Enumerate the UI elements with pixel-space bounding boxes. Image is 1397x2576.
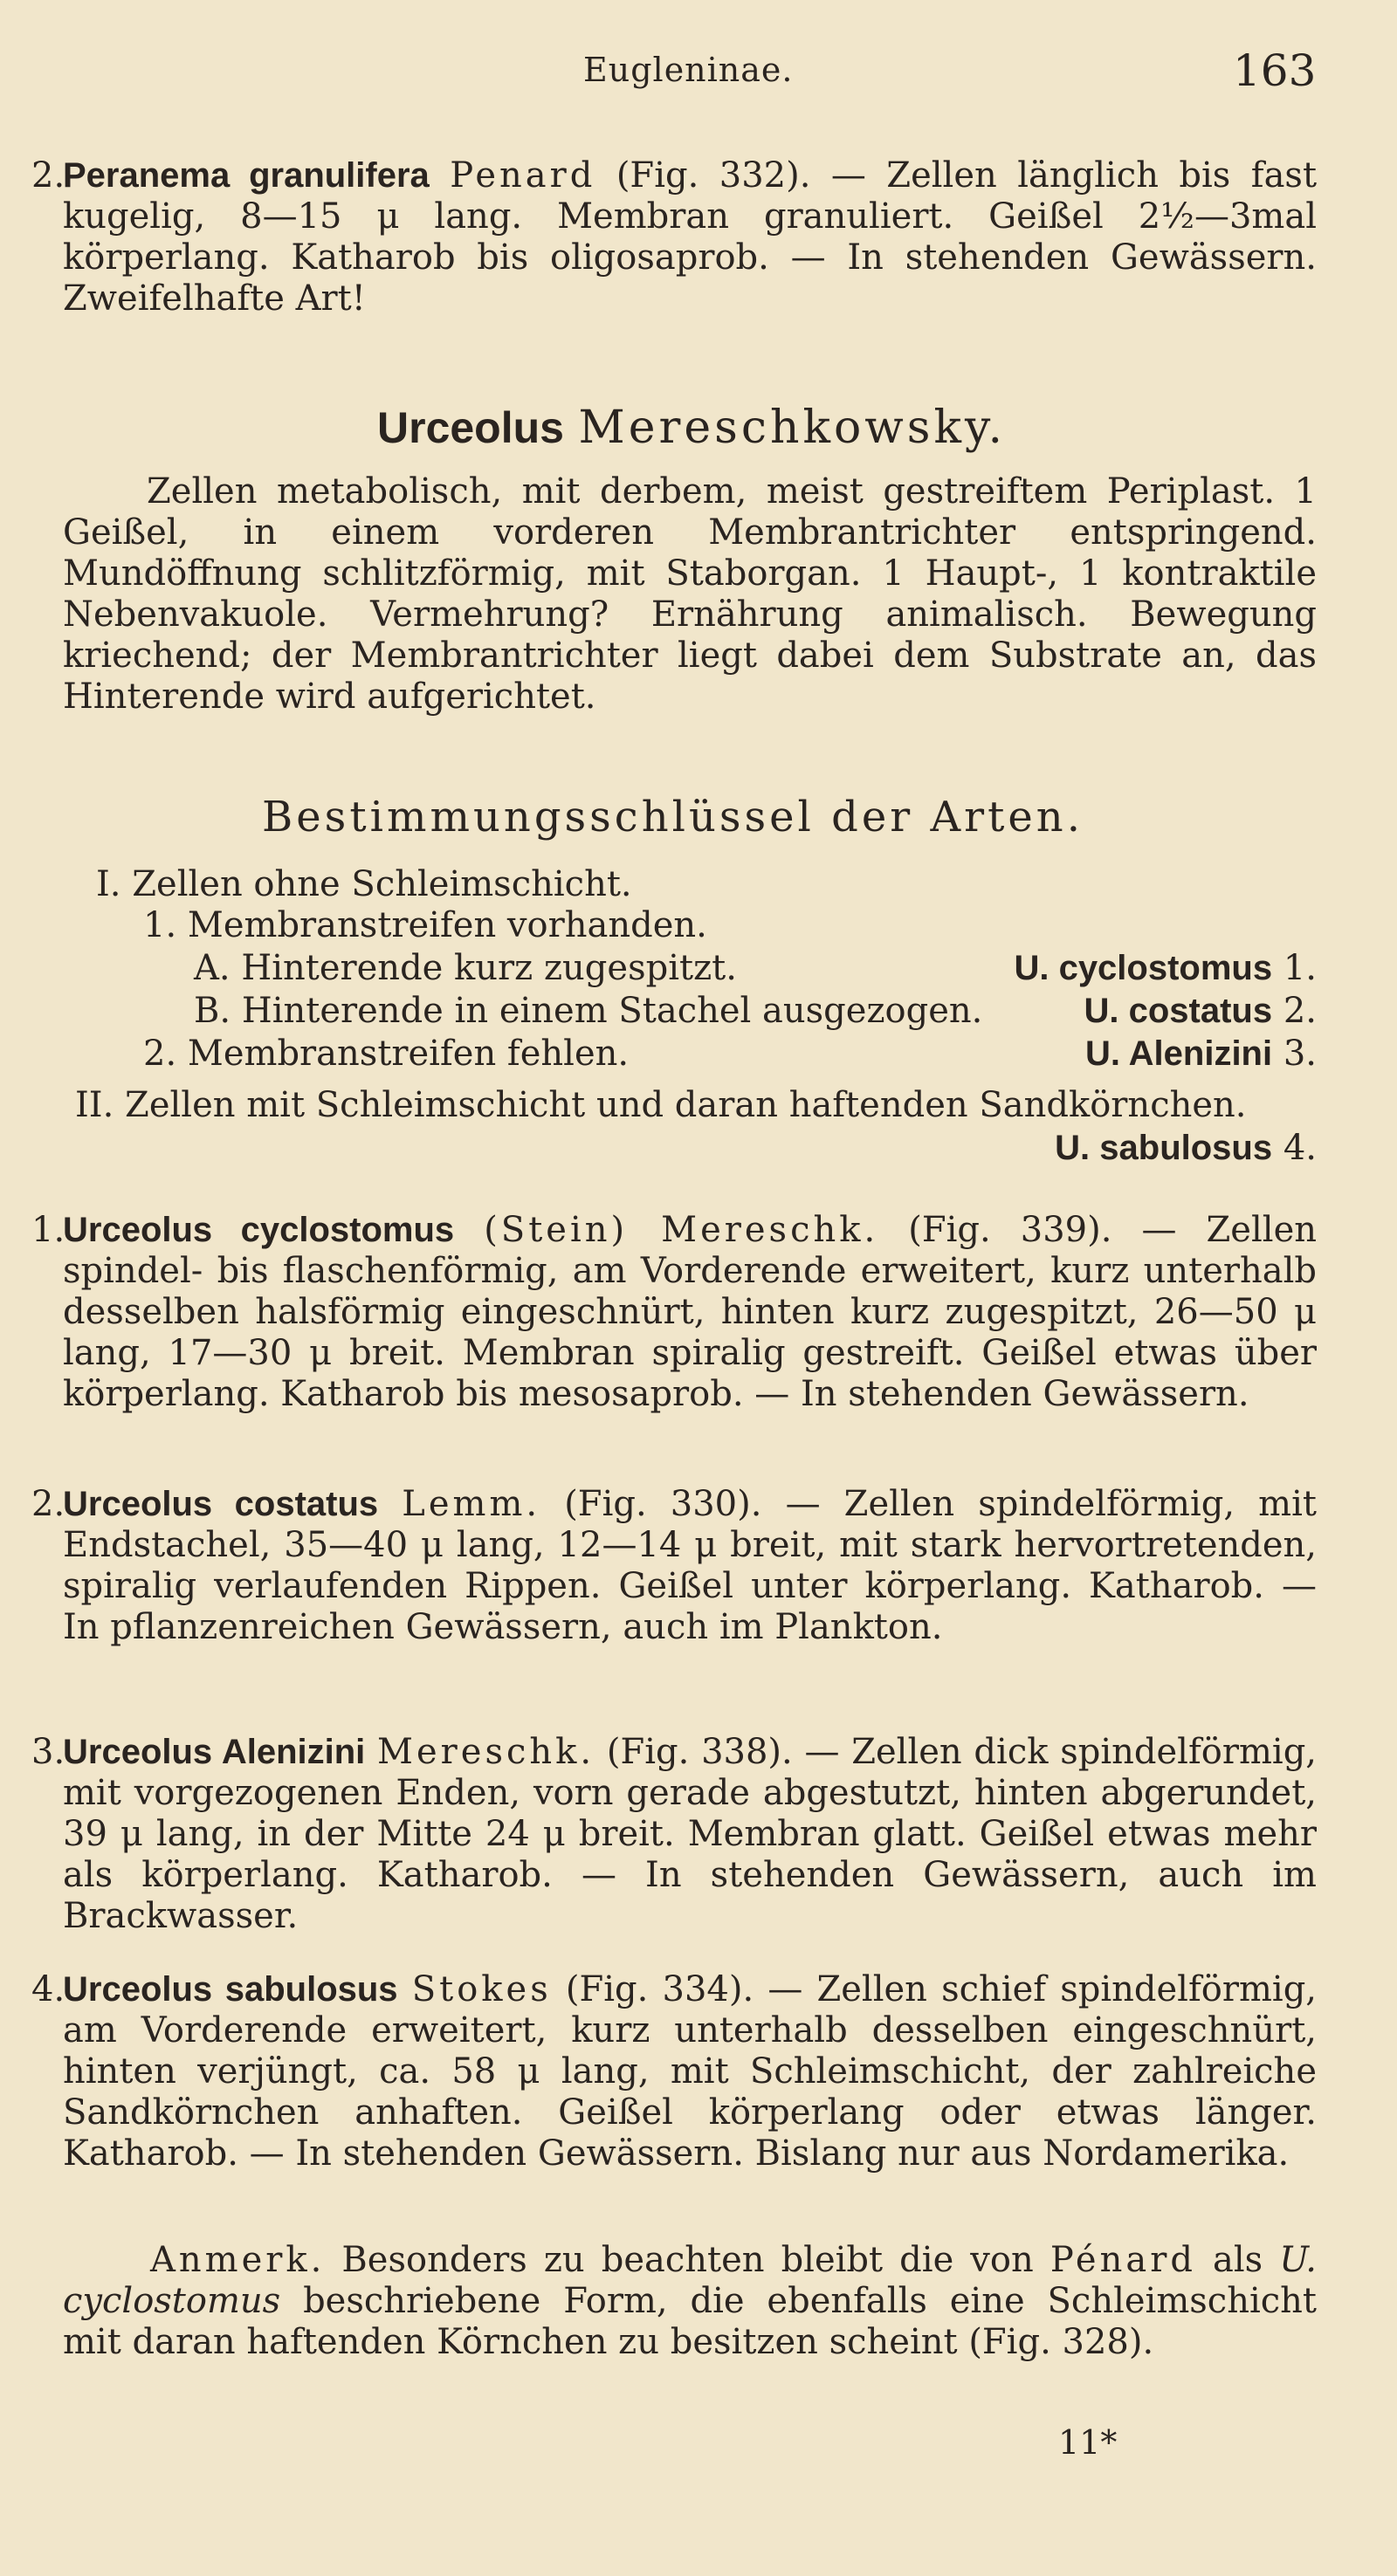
page-number: 163 xyxy=(1233,45,1317,96)
remark-text: als xyxy=(1213,2240,1263,2280)
key-target xyxy=(1085,1034,1317,1074)
key-text: Hinterende kurz zugespitzt. xyxy=(241,948,737,988)
entry-number: 2. xyxy=(31,155,65,196)
key-species: U. sabulosus xyxy=(1055,1129,1273,1167)
genus-title xyxy=(377,402,1006,454)
species-text: (Fig. 330). — Zellen spindelförmig, mit Endstachel, 35—40 μ lang, 12—14 μ breit, mit stark hervortretenden, spiralig verlaufenden Rippen. Geißel unter körperlang. Katharob. — In pflanzenreichen Gewässern, auch im Plankton. xyxy=(63,1484,1317,1647)
key-label: I. xyxy=(96,864,121,904)
key-target xyxy=(1014,948,1317,988)
entry-number: 3. xyxy=(31,1732,65,1772)
species-text: (Fig. 338). — Zellen dick spindelförmig, mit vorgezogenen Enden, vorn gerade abgestutzt, hinten abgerundet, 39 μ lang, in der Mitte 24 μ breit. Membran glatt. Geißel etwas mehr als körperlang. Katharob. — In stehenden Gewässern, auch im Brackwasser. xyxy=(63,1732,1318,1936)
species-author: Stokes xyxy=(411,1969,552,2009)
key-text: Membranstreifen vorhanden. xyxy=(187,905,707,945)
remark-text: Besonders zu beachten bleibt die von xyxy=(341,2240,1034,2280)
key-species-number: 3. xyxy=(1283,1034,1317,1074)
key-title: Bestimmungsschlüssel der Arten. xyxy=(262,793,1084,841)
species-entry xyxy=(31,1969,1318,2174)
species-author: (Stein) Mereschk. xyxy=(484,1210,879,1250)
species-entry xyxy=(31,1210,1317,1415)
key-text: Zellen mit Schleimschicht und daran haftenden Sandkörnchen. xyxy=(125,1085,1247,1125)
species-entry xyxy=(31,1484,1317,1648)
prev-entry xyxy=(31,155,1318,319)
entry-number: 2. xyxy=(31,1484,65,1524)
remark-italic-name: U. cyclostomus xyxy=(63,2240,1317,2321)
key-species-number: 1. xyxy=(1283,948,1317,988)
genus-author: Mereschkowsky. xyxy=(578,402,1006,454)
key-row xyxy=(143,1034,629,1075)
key-row xyxy=(143,905,707,946)
remark-author: Pénard xyxy=(1049,2240,1196,2280)
entry-number: 1. xyxy=(31,1210,65,1250)
species-name: Urceolus costatus xyxy=(63,1485,379,1523)
species-name: Peranema granulifera xyxy=(63,156,430,195)
key-label: 1. xyxy=(143,905,177,945)
key-row xyxy=(96,864,632,905)
species-author: Penard xyxy=(450,155,596,196)
species-text: (Fig. 334). — Zellen schief spindelförmig, am Vorderende erweitert, kurz unterhalb desselben eingeschnürt, hinten verjüngt, ca. 58 μ lang, mit Schleimschicht, der zahlreiche Sandkörnchen anhaften. Geißel körperlang oder etwas länger. Katharob. — In stehenden Gewässern. Bislang nur aus Nordamerika. xyxy=(63,1969,1318,2174)
species-entry xyxy=(31,1732,1318,1937)
key-text: Membranstreifen fehlen. xyxy=(187,1034,630,1074)
species-text: (Fig. 339). — Zellen spindel- bis flaschenförmig, am Vorderende erweitert, kurz unterhalb desselben halsförmig eingeschnürt, hinten kurz zugespitzt, 26—50 μ lang, 17—30 μ breit. Membran spiralig gestreift. Geißel etwas über körperlang. Katharob bis mesosaprob. — In stehenden Gewässern. xyxy=(63,1210,1317,1414)
key-label: B. xyxy=(194,991,231,1031)
running-head: Eugleninae. xyxy=(583,51,794,89)
key-row xyxy=(194,991,982,1032)
key-species: U. cyclostomus xyxy=(1014,949,1273,987)
species-name: Urceolus cyclostomus xyxy=(63,1211,455,1249)
key-label: A. xyxy=(194,948,231,988)
key-target xyxy=(1055,1128,1317,1168)
key-row xyxy=(194,948,737,989)
key-species-number: 4. xyxy=(1283,1128,1317,1168)
remark-note xyxy=(63,2240,1317,2363)
species-text: (Fig. 332). — Zellen länglich bis fast kugelig, 8—15 μ lang. Membran granuliert. Geißel 2½—3mal körperlang. Katharob bis oligosaprob. — In stehenden Gewässern. Zweifelhafte Art! xyxy=(63,155,1318,319)
key-text: Hinterende in einem Stachel ausgezogen. xyxy=(241,991,983,1031)
species-author: Lemm. xyxy=(402,1484,541,1524)
key-label: 2. xyxy=(143,1034,177,1074)
species-name: Urceolus Alenizini xyxy=(63,1733,366,1771)
genus-description: Zellen metabolisch, mit derbem, meist gestreiftem Periplast. 1 Geißel, in einem vorderen Membrantrichter entspringend. Mundöffnung schlitzförmig, mit Staborgan. 1 Haupt-, 1 kontraktile Nebenvakuole. Vermehrung? Ernährung animalisch. Bewegung kriechend; der Membrantrichter liegt dabei dem Substrate an, das Hinterende wird aufgerichtet. xyxy=(63,471,1317,717)
signature-mark: 11* xyxy=(1058,2423,1118,2462)
species-name: Urceolus sabulosus xyxy=(63,1970,398,2009)
key-target xyxy=(1084,991,1318,1031)
key-row xyxy=(75,1085,1247,1126)
remark-label: Anmerk. xyxy=(150,2240,326,2280)
key-species: U. Alenizini xyxy=(1085,1034,1273,1073)
species-author: Mereschk. xyxy=(377,1732,595,1772)
key-label: II. xyxy=(75,1085,114,1125)
genus-name: Urceolus xyxy=(377,403,564,452)
remark-text: beschriebene Form, die ebenfalls eine Schleimschicht mit daran haftenden Körnchen zu besitzen scheint (Fig. 328). xyxy=(63,2281,1317,2362)
key-text: Zellen ohne Schleimschicht. xyxy=(132,864,632,904)
key-species: U. costatus xyxy=(1084,992,1273,1030)
entry-number: 4. xyxy=(31,1969,65,2009)
key-species-number: 2. xyxy=(1283,991,1317,1031)
